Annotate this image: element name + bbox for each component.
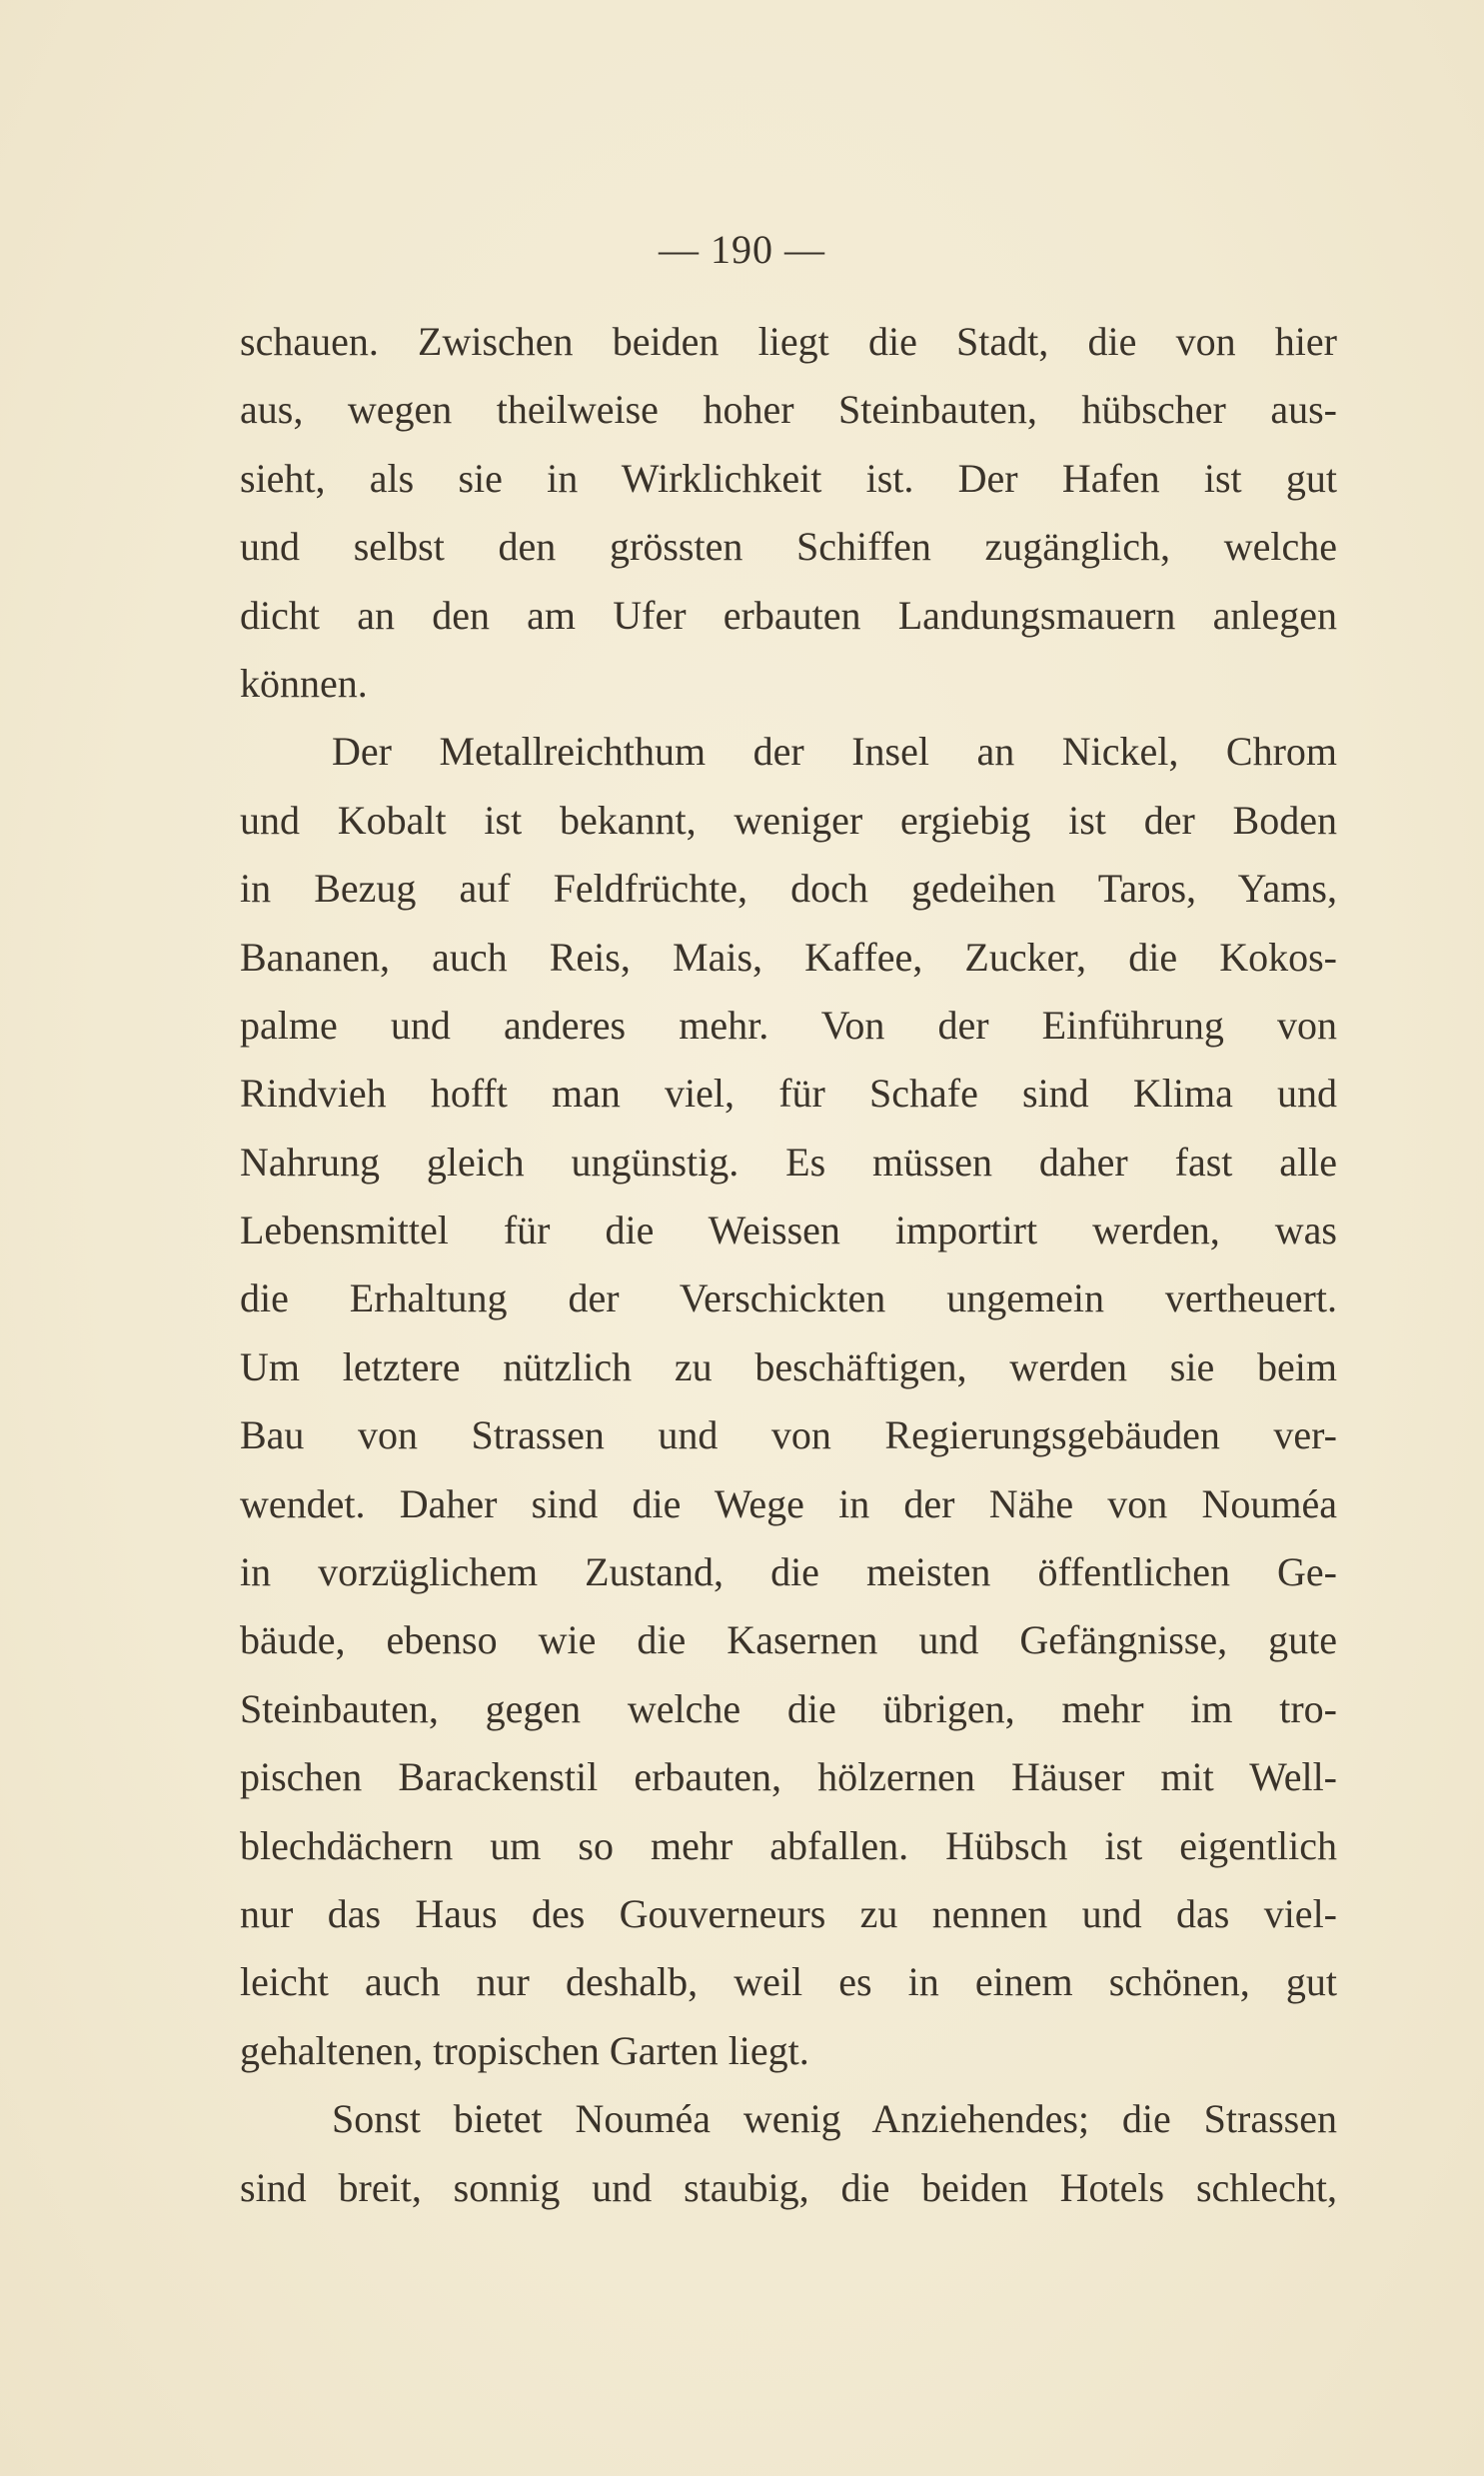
text-line: Der Metallreichthum der Insel an Nickel, Chrom [332,729,1337,775]
text-line: können. [240,660,368,706]
text-line: leicht auch nur deshalb, weil es in einem schönen, gut [240,1959,1337,2005]
text-line: sieht, als sie in Wirklichkeit ist. Der Hafen ist gut [240,455,1337,501]
text-line: blechdächern um so mehr abfallen. Hübsch ist eigentlich [240,1822,1337,1868]
text-line: bäude, ebenso wie die Kasernen und Gefängnisse, gute [240,1617,1337,1663]
text-line: in Bezug auf Feldfrüchte, doch gedeihen Taros, Yams, [240,866,1337,912]
text-line: pischen Barackenstil erbauten, hölzernen Häuser mit Well- [240,1754,1337,1800]
text-line: aus, wegen theilweise hoher Steinbauten, hübscher aus- [240,387,1337,433]
text-line: Lebensmittel für die Weissen importirt werden, was [240,1208,1337,1253]
page-number: — 190 — [659,227,825,272]
text-line: wendet. Daher sind die Wege in der Nähe von Nouméa [240,1480,1337,1526]
text-line: schauen. Zwischen beiden liegt die Stadt, die von hier [240,319,1337,364]
text-line: dicht an den am Ufer erbauten Landungsmauern anlegen [240,592,1337,638]
text-line: in vorzüglichem Zustand, die meisten öffentlichen Ge- [240,1549,1337,1595]
text-line: gehaltenen, tropischen Garten liegt. [240,2027,809,2073]
text-line: Steinbauten, gegen welche die übrigen, mehr im tro- [240,1685,1337,1731]
text-line: Nahrung gleich ungünstig. Es müssen daher fast alle [240,1139,1337,1185]
text-line: nur das Haus des Gouverneurs zu nennen und das viel- [240,1890,1337,1936]
body-text [240,308,1337,2222]
text-line: Bau von Strassen und von Regierungsgebäuden ver- [240,1412,1337,1458]
text-line: Sonst bietet Nouméa wenig Anziehendes; die Strassen [332,2096,1337,2142]
text-line: Rindvieh hofft man viel, für Schafe sind Klima und [240,1071,1337,1117]
text-line: und selbst den grössten Schiffen zugänglich, welche [240,524,1337,570]
text-line: palme und anderes mehr. Von der Einführung von [240,1002,1337,1048]
text-line: die Erhaltung der Verschickten ungemein vertheuert. [240,1275,1337,1321]
text-line: sind breit, sonnig und staubig, die beiden Hotels schlecht, [240,2164,1337,2210]
text-line: und Kobalt ist bekannt, weniger ergiebig ist der Boden [240,797,1337,843]
text-line: Um letztere nützlich zu beschäftigen, werden sie beim [240,1343,1337,1389]
text-line: Bananen, auch Reis, Mais, Kaffee, Zucker, die Kokos- [240,934,1337,980]
